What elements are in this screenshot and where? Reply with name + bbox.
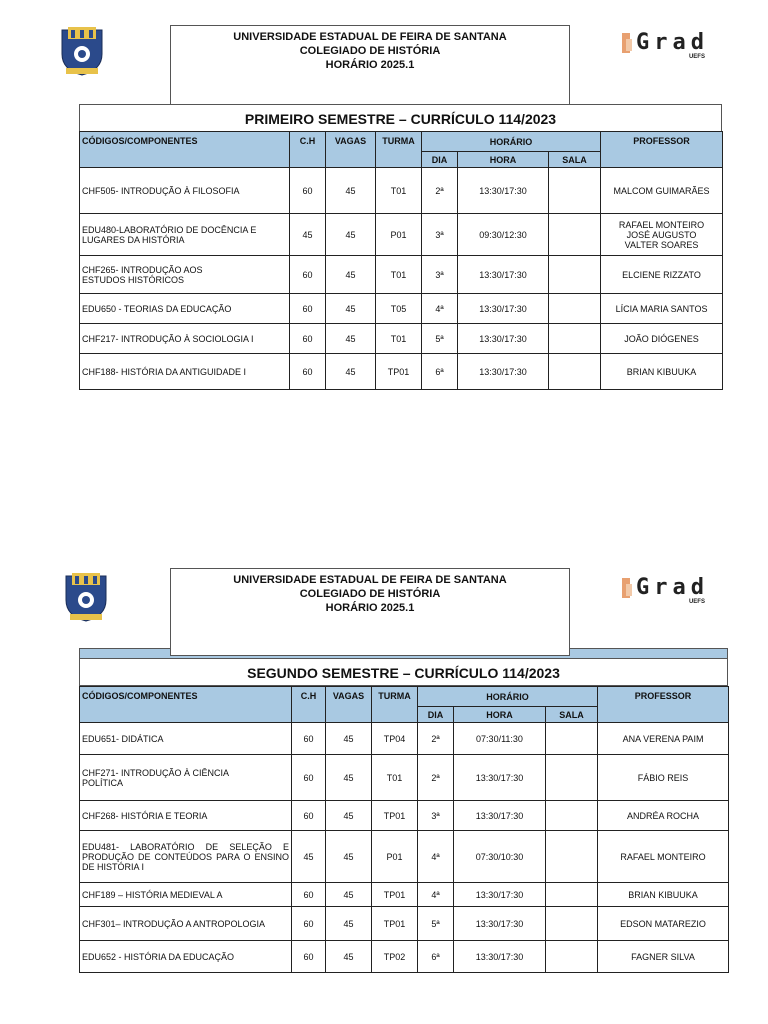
ch-cell: 60 xyxy=(290,256,326,294)
grad-logo-mark xyxy=(620,31,636,55)
uefs-logo-2 xyxy=(64,570,108,627)
professor-cell: FÁBIO REIS xyxy=(598,755,729,801)
hora-cell: 09:30/12:30 xyxy=(458,214,549,256)
grad-logo-mark-2 xyxy=(620,576,636,600)
hora-cell: 13:30/17:30 xyxy=(454,883,546,907)
col-ch-2: C.H xyxy=(292,687,326,723)
vagas-cell: 45 xyxy=(326,256,376,294)
header-box-2 xyxy=(170,568,570,656)
col-sala: SALA xyxy=(549,152,601,168)
turma-cell: T01 xyxy=(376,324,422,354)
col-turma-2: TURMA xyxy=(372,687,418,723)
sala-cell xyxy=(549,354,601,390)
professor-cell: BRIAN KIBUUKA xyxy=(598,883,729,907)
sala-cell xyxy=(549,294,601,324)
table-row xyxy=(80,883,729,907)
table-row xyxy=(80,256,723,294)
hora-cell: 07:30/10:30 xyxy=(454,831,546,883)
component-cell: CHF188- HISTÓRIA DA ANTIGUIDADE I xyxy=(80,354,290,390)
turma-cell: TP01 xyxy=(376,354,422,390)
header-line3: HORÁRIO 2025.1 xyxy=(325,59,415,71)
header-box xyxy=(170,25,570,105)
grad-logo-2 xyxy=(620,575,709,605)
col-turma: TURMA xyxy=(376,132,422,168)
grad-logo-word: Grad xyxy=(636,30,709,55)
dia-cell: 4ª xyxy=(422,294,458,324)
component-cell: EDU650 - TEORIAS DA EDUCAÇÃO xyxy=(80,294,290,324)
professor-cell: JOÃO DIÓGENES xyxy=(601,324,723,354)
grad-logo-word-2: Grad xyxy=(636,575,709,600)
turma-cell: P01 xyxy=(376,214,422,256)
sala-cell xyxy=(546,883,598,907)
semester2-table xyxy=(79,686,729,973)
col-vagas-2: VAGAS xyxy=(326,687,372,723)
turma-cell: TP01 xyxy=(372,801,418,831)
hora-cell: 13:30/17:30 xyxy=(454,941,546,973)
component-cell: CHF265- INTRODUÇÃO AOS ESTUDOS HISTÓRICOS xyxy=(80,256,290,294)
dia-cell: 2ª xyxy=(418,723,454,755)
component-cell: CHF268- HISTÓRIA E TEORIA xyxy=(80,801,292,831)
table-row xyxy=(80,801,729,831)
header-line1-2: UNIVERSIDADE ESTADUAL DE FEIRA DE SANTANA xyxy=(233,574,507,586)
semester1-title xyxy=(79,104,722,132)
dia-cell: 4ª xyxy=(418,831,454,883)
col-horario-2: HORÁRIO xyxy=(418,687,598,707)
table-row xyxy=(80,324,723,354)
grad-logo-sub-2: UEFS xyxy=(688,599,705,605)
professor-cell: ANDRÉA ROCHA xyxy=(598,801,729,831)
sala-cell xyxy=(546,941,598,973)
table-row xyxy=(80,294,723,324)
component-cell: CHF217- INTRODUÇÃO À SOCIOLOGIA I xyxy=(80,324,290,354)
component-cell: EDU480-LABORATÓRIO DE DOCÊNCIA E LUGARES DA HISTÓRIA xyxy=(80,214,290,256)
component-cell: CHF271- INTRODUÇÃO À CIÊNCIA POLÍTICA xyxy=(80,755,292,801)
vagas-cell: 45 xyxy=(326,907,372,941)
ch-cell: 60 xyxy=(292,883,326,907)
dia-cell: 5ª xyxy=(418,907,454,941)
grad-logo xyxy=(620,30,709,60)
sala-cell xyxy=(546,831,598,883)
dia-cell: 4ª xyxy=(418,883,454,907)
turma-cell: T01 xyxy=(376,168,422,214)
dia-cell: 2ª xyxy=(418,755,454,801)
hora-cell: 13:30/17:30 xyxy=(458,256,549,294)
sala-cell xyxy=(549,324,601,354)
component-cell: EDU481- LABORATÓRIO DE SELEÇÃO E PRODUÇÃO DE CONTEÚDOS PARA O ENSINO DE HISTÓRIA I xyxy=(80,831,292,883)
col-dia-2: DIA xyxy=(418,707,454,723)
professor-cell: LÍCIA MARIA SANTOS xyxy=(601,294,723,324)
header-line1: UNIVERSIDADE ESTADUAL DE FEIRA DE SANTANA xyxy=(233,31,507,43)
table-row xyxy=(80,755,729,801)
vagas-cell: 45 xyxy=(326,324,376,354)
header-line2-2: COLEGIADO DE HISTÓRIA xyxy=(299,588,441,600)
vagas-cell: 45 xyxy=(326,831,372,883)
hora-cell: 13:30/17:30 xyxy=(454,907,546,941)
semester1-title-text: PRIMEIRO SEMESTRE – CURRÍCULO 114/2023 xyxy=(244,111,557,127)
professor-cell: EDSON MATAREZIO xyxy=(598,907,729,941)
col-codigos: CÓDIGOS/COMPONENTES xyxy=(80,132,290,168)
col-professor-2: PROFESSOR xyxy=(598,687,729,723)
component-cell: CHF301– INTRODUÇÃO A ANTROPOLOGIA xyxy=(80,907,292,941)
dia-cell: 6ª xyxy=(418,941,454,973)
sala-cell xyxy=(546,801,598,831)
dia-cell: 2ª xyxy=(422,168,458,214)
col-horario: HORÁRIO xyxy=(422,132,601,152)
professor-cell: FAGNER SILVA xyxy=(598,941,729,973)
sala-cell xyxy=(546,907,598,941)
vagas-cell: 45 xyxy=(326,723,372,755)
col-dia: DIA xyxy=(422,152,458,168)
vagas-cell: 45 xyxy=(326,168,376,214)
uefs-logo xyxy=(60,24,104,81)
professor-cell: ANA VERENA PAIM xyxy=(598,723,729,755)
ch-cell: 60 xyxy=(290,168,326,214)
professor-cell: BRIAN KIBUUKA xyxy=(601,354,723,390)
semester2-title xyxy=(79,658,728,686)
table-row xyxy=(80,214,723,256)
semester2-title-text: SEGUNDO SEMESTRE – CURRÍCULO 114/2023 xyxy=(247,665,560,681)
vagas-cell: 45 xyxy=(326,941,372,973)
professor-cell: RAFAEL MONTEIRO JOSÉ AUGUSTO VALTER SOARES xyxy=(601,214,723,256)
semester1-table xyxy=(79,131,723,390)
ch-cell: 45 xyxy=(292,831,326,883)
sala-cell xyxy=(549,214,601,256)
table-row xyxy=(80,723,729,755)
ch-cell: 60 xyxy=(290,324,326,354)
component-cell: EDU652 - HISTÓRIA DA EDUCAÇÃO xyxy=(80,941,292,973)
sala-cell xyxy=(546,755,598,801)
ch-cell: 60 xyxy=(292,801,326,831)
ch-cell: 60 xyxy=(290,294,326,324)
hora-cell: 13:30/17:30 xyxy=(458,294,549,324)
vagas-cell: 45 xyxy=(326,214,376,256)
vagas-cell: 45 xyxy=(326,294,376,324)
table-row xyxy=(80,831,729,883)
component-cell: CHF189 – HISTÓRIA MEDIEVAL A xyxy=(80,883,292,907)
table-row xyxy=(80,941,729,973)
vagas-cell: 45 xyxy=(326,354,376,390)
dia-cell: 3ª xyxy=(418,801,454,831)
professor-cell: ELCIENE RIZZATO xyxy=(601,256,723,294)
col-hora-2: HORA xyxy=(454,707,546,723)
hora-cell: 13:30/17:30 xyxy=(458,354,549,390)
col-sala-2: SALA xyxy=(546,707,598,723)
professor-cell: MALCOM GUIMARÃES xyxy=(601,168,723,214)
ch-cell: 60 xyxy=(290,354,326,390)
hora-cell: 07:30/11:30 xyxy=(454,723,546,755)
ch-cell: 60 xyxy=(292,755,326,801)
ch-cell: 45 xyxy=(290,214,326,256)
col-codigos-2: CÓDIGOS/COMPONENTES xyxy=(80,687,292,723)
ch-cell: 60 xyxy=(292,723,326,755)
turma-cell: P01 xyxy=(372,831,418,883)
professor-cell: RAFAEL MONTEIRO xyxy=(598,831,729,883)
turma-cell: TP04 xyxy=(372,723,418,755)
vagas-cell: 45 xyxy=(326,755,372,801)
vagas-cell: 45 xyxy=(326,801,372,831)
turma-cell: TP01 xyxy=(372,883,418,907)
ch-cell: 60 xyxy=(292,941,326,973)
table-row xyxy=(80,168,723,214)
hora-cell: 13:30/17:30 xyxy=(454,755,546,801)
table-row xyxy=(80,354,723,390)
col-professor: PROFESSOR xyxy=(601,132,723,168)
hora-cell: 13:30/17:30 xyxy=(454,801,546,831)
dia-cell: 3ª xyxy=(422,214,458,256)
ch-cell: 60 xyxy=(292,907,326,941)
sala-cell xyxy=(546,723,598,755)
turma-cell: T01 xyxy=(372,755,418,801)
header-line2: COLEGIADO DE HISTÓRIA xyxy=(299,45,441,57)
col-vagas: VAGAS xyxy=(326,132,376,168)
sala-cell xyxy=(549,168,601,214)
col-hora: HORA xyxy=(458,152,549,168)
turma-cell: TP01 xyxy=(372,907,418,941)
header-line3-2: HORÁRIO 2025.1 xyxy=(325,602,415,614)
col-ch: C.H xyxy=(290,132,326,168)
dia-cell: 6ª xyxy=(422,354,458,390)
dia-cell: 3ª xyxy=(422,256,458,294)
turma-cell: TP02 xyxy=(372,941,418,973)
sala-cell xyxy=(549,256,601,294)
component-cell: CHF505- INTRODUÇÃO À FILOSOFIA xyxy=(80,168,290,214)
dia-cell: 5ª xyxy=(422,324,458,354)
turma-cell: T05 xyxy=(376,294,422,324)
table-row xyxy=(80,907,729,941)
component-cell: EDU651- DIDÁTICA xyxy=(80,723,292,755)
hora-cell: 13:30/17:30 xyxy=(458,168,549,214)
turma-cell: T01 xyxy=(376,256,422,294)
hora-cell: 13:30/17:30 xyxy=(458,324,549,354)
vagas-cell: 45 xyxy=(326,883,372,907)
grad-logo-sub: UEFS xyxy=(688,54,705,60)
